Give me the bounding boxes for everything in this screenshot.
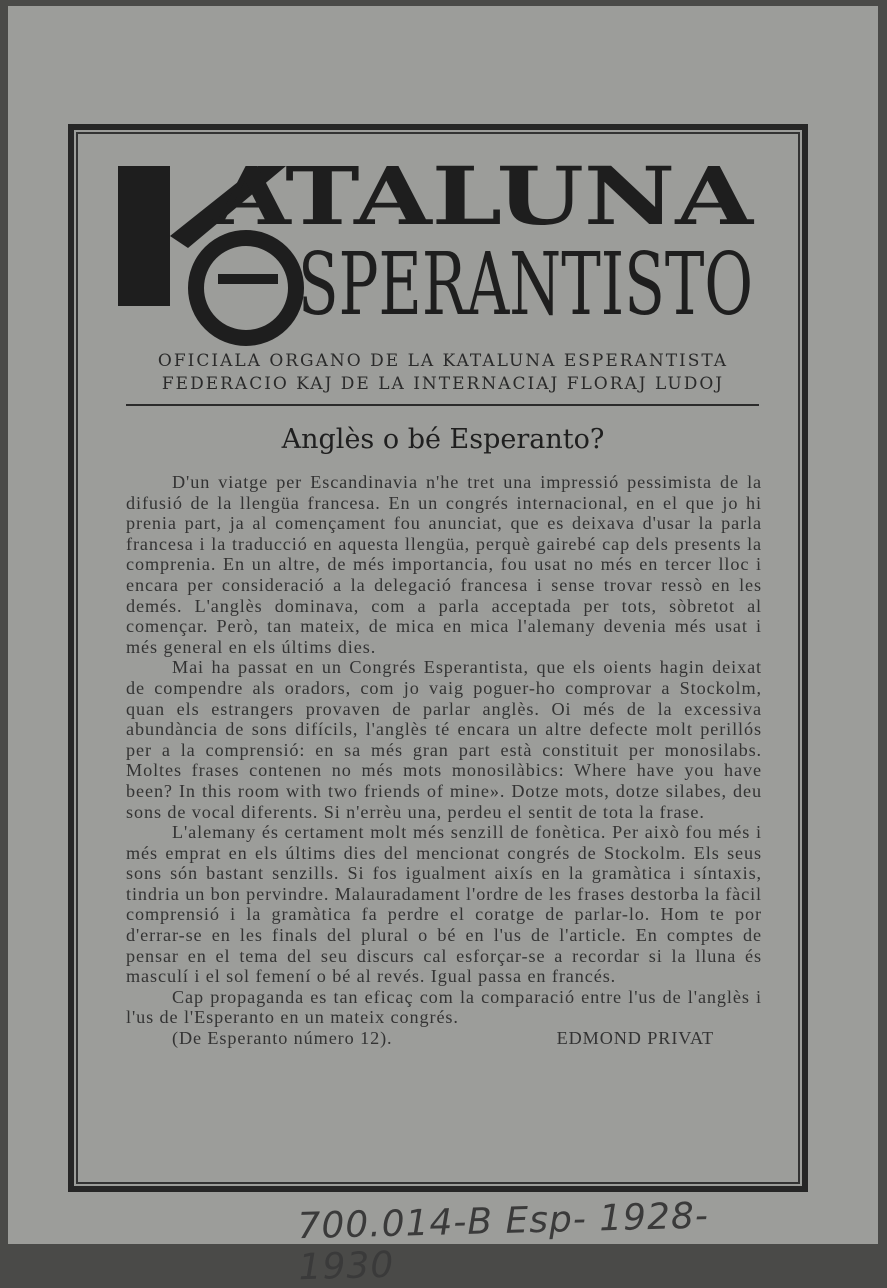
subtitle-line2: FEDERACIO KAJ DE LA INTERNACIAJ FLORAJ LUDOJ xyxy=(161,374,725,394)
handwritten-catalog-note: 700.014-B Esp- 1928-1930 xyxy=(297,1195,710,1288)
article-paragraph: D'un viatge per Escandinavia n'he tret una impressió pessimista de la difusió de la llengüa francesa. En un congrés internacional, en el que jo hi prenia part, ja al començament fou anunciat, que es deixava d'usar la parla francesa i la traducció en aquesta llengüa, perquè gairebé cap dels presents la comprenia. En un altre, de més importancia, fou usat no més en tercer lloc i encara per consideració a la delegació francesa i sense trovar ressò en les demés. L'anglès dominava, com a parla acceptada per tots, sòbretot al començar. Però, tan mateix, de mica en mica l'alemany devenia més usat i més general en els últims dies. xyxy=(126,472,762,657)
article-headline: Anglès o bé Esperanto? xyxy=(281,424,605,455)
article-source: (De Esperanto número 12). xyxy=(172,1028,393,1049)
magazine-cover xyxy=(8,6,878,1288)
masthead-title-line1: ATALUNA xyxy=(211,156,755,243)
masthead-title-line2: SPERANTISTO xyxy=(298,235,753,335)
article-paragraph: Mai ha passat en un Congrés Esperantista, que els oients hagin deixat de compendre als oradors, com jo vaig poguer-ho comprovar a Stockolm, quan els estrangers provaven de parlar anglès. Oi més de la excessiva abundància de sons difícils, l'anglès té encara un altre defecte molt perillós per a la comprensió: en sa més gran part està constituit per monosilabs. Moltes frases contenen no més mots monosilàbics: Where have you have been? In this room with two friends of mine». Dotze mots, dotze silabes, deu sons de vocal diferents. Si n'errèu una, perdeu el sentit de tota la frase. xyxy=(126,657,762,822)
article-paragraph: Cap propaganda es tan eficaç com la comparació entre l'us de l'anglès i l'us de l'Esperanto en un mateix congrés. xyxy=(126,986,762,1028)
masthead-logo xyxy=(118,156,758,346)
article-signoff xyxy=(126,1028,762,1049)
article-body xyxy=(126,472,762,1049)
subtitle-line1: OFICIALA ORGANO DE LA KATALUNA ESPERANTISTA xyxy=(157,351,729,371)
article-author: EDMOND PRIVAT xyxy=(556,1028,714,1049)
divider xyxy=(126,404,759,406)
article-paragraph: L'alemany és certament molt més senzill de fonètica. Per això fou més i més emprat en els últims dies del mencionat congrés de Stockolm. Els seus sons són bastant senzills. Si fos igualment aixís en la gramàtica i síntaxis, tindria un bon pervindre. Malauradament l'ordre de les frases destorba la fàcil comprensió i la gramàtica fa perdre el coratge de parlar-lo. Hom te por d'errar-se en les finals del plural o bé en l'us de l'article. En comptes de pensar en el tema del seu discurs cal esforçar-se a recordar si la lluna és masculí i el sol femení o bé al revés. Igual passa en francés. xyxy=(126,822,762,987)
